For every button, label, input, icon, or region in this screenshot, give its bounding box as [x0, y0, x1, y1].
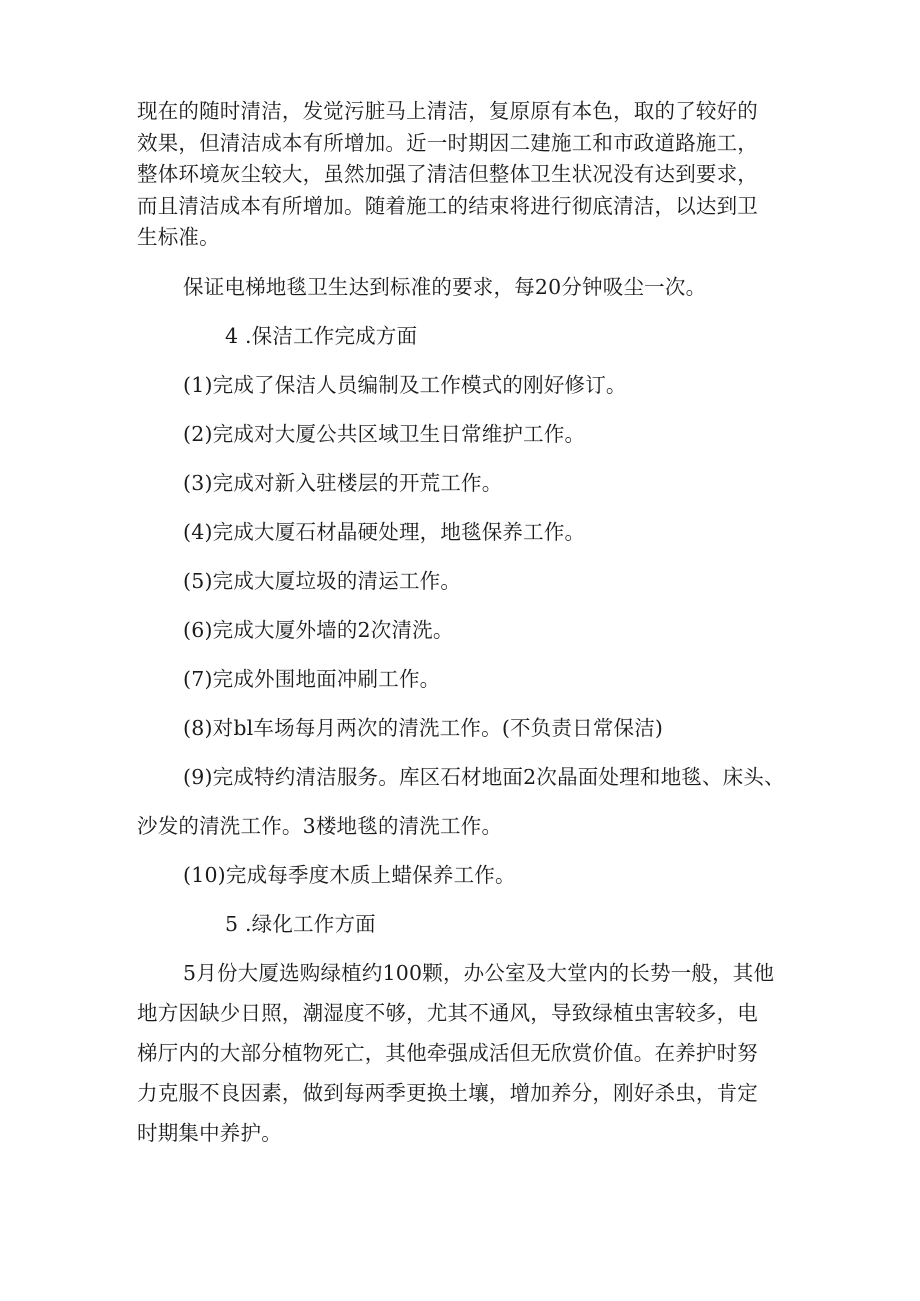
paragraph-line: 整体环境灰尘较大，虽然加强了清洁但整体卫生状况没有达到要求，	[137, 162, 758, 186]
list-item: (7)完成外围地面冲刷工作。	[183, 666, 441, 691]
document-body	[137, 96, 813, 1158]
list-item: (8)对bl车场每月两次的清洗工作。(不负责日常保洁)	[183, 715, 664, 740]
paragraph-cleaning-cost	[137, 96, 813, 254]
list-item: (6)完成大厦外墙的2次清洗。	[183, 617, 454, 642]
section-heading-cleaning: 4 .保洁工作完成方面	[225, 323, 418, 348]
paragraph-greening	[137, 958, 813, 1158]
list-item: (4)完成大厦石材晶硬处理，地毯保养工作。	[183, 519, 586, 544]
list-item: (5)完成大厦垃圾的清运工作。	[183, 568, 462, 593]
paragraph-line: 力克服不良因素，做到每两季更换土壤，增加养分，刚好杀虫，肯定	[137, 1080, 758, 1105]
paragraph-line: 现在的随时清洁，发觉污脏马上清洁，复原原有本色，取的了较好的	[137, 99, 758, 123]
list-item: (3)完成对新入驻楼层的开荒工作。	[183, 470, 503, 495]
list-item: (1)完成了保洁人员编制及工作模式的刚好修订。	[183, 372, 627, 397]
list-item: (10)完成每季度木质上蜡保养工作。	[183, 862, 516, 887]
paragraph-line: 5月份大厦选购绿植约100颗，办公室及大堂内的长势一般，其他	[183, 960, 775, 985]
paragraph-line: 生标准。	[137, 225, 220, 249]
section-heading-greening: 5 .绿化工作方面	[225, 911, 376, 936]
paragraph-line: 梯厅内的大部分植物死亡，其他牵强成活但无欣赏价值。在养护时努	[137, 1040, 758, 1065]
paragraph-line: 而且清洁成本有所增加。随着施工的结束将进行彻底清洁，以达到卫	[137, 193, 758, 218]
paragraph-line: 时期集中养护。	[137, 1120, 282, 1145]
paragraph-elevator-carpet: 保证电梯地毯卫生达到标准的要求，每20分钟吸尘一次。	[183, 274, 707, 299]
list-item: (2)完成对大厦公共区域卫生日常维护工作。	[183, 421, 586, 446]
paragraph-line: 地方因缺少日照，潮湿度不够，尤其不通风，导致绿植虫害较多，电	[137, 1000, 758, 1025]
paragraph-line: 效果，但清洁成本有所增加。近一时期因二建施工和市政道路施工，	[137, 130, 758, 155]
list-item-continuation: 沙发的清洗工作。3楼地毯的清洗工作。	[137, 813, 503, 838]
list-item: (9)完成特约清洁服务。库区石材地面2次晶面处理和地毯、床头、	[183, 764, 785, 789]
